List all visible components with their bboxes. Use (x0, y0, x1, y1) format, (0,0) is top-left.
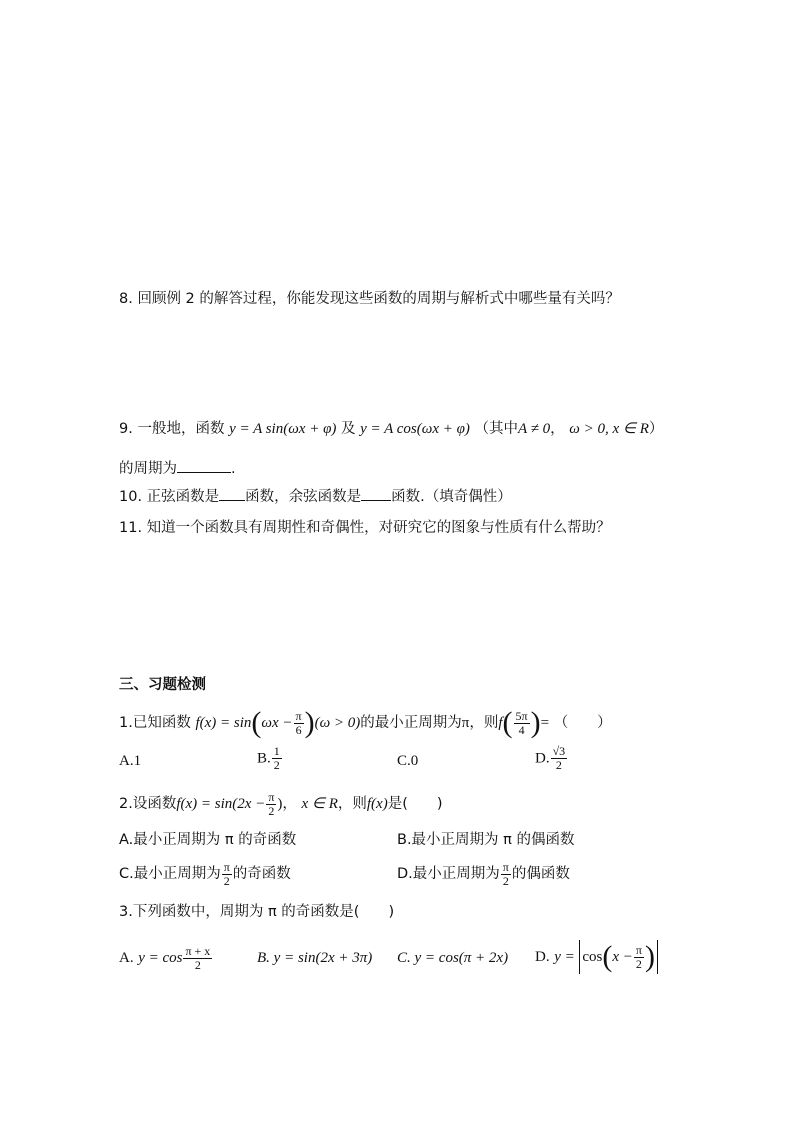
fraction-denominator: 2 (502, 873, 509, 888)
option-text: 的偶函数 (511, 866, 570, 882)
cos-text: cos (582, 949, 603, 965)
equals-sign: = (540, 715, 550, 731)
function-fx: f(x) (366, 796, 388, 812)
option-b[interactable] (257, 745, 283, 772)
fraction-pi-2 (266, 791, 276, 818)
fraction-denominator: 2 (194, 957, 201, 972)
option-formula: C. y = cos(π + 2x) (397, 950, 509, 966)
problem-3 (119, 902, 394, 922)
option-a[interactable] (119, 751, 141, 771)
question-text: 回顾例 2 的解答过程，你能发现这些函数的周期与解析式中哪些量有关吗？ (137, 291, 620, 307)
option-b[interactable] (397, 830, 575, 850)
option-formula: B. y = sin(2x + 3π) (257, 950, 373, 966)
option-label: A. (119, 950, 134, 966)
formula-sine: y = A sin(ωx + φ) (229, 421, 337, 437)
connector-text: 及 (341, 421, 356, 437)
fraction-denominator: 2 (273, 758, 280, 772)
option-label: D. (535, 949, 550, 965)
option-text: C.0 (397, 753, 419, 769)
function-call: f (498, 715, 503, 731)
question-number: 9. (119, 421, 133, 437)
period-mark: . (231, 461, 236, 477)
function-f: f(x) = sin (195, 715, 252, 731)
big-paren-open: ( (602, 940, 613, 973)
fraction-pi-2 (501, 861, 511, 888)
close-paren: ) (277, 796, 283, 812)
option-b[interactable] (257, 948, 372, 968)
fraction-5pi-4 (514, 710, 530, 737)
answer-paren[interactable]: （ ） (553, 715, 612, 731)
option-text: C.最小正周期为 (119, 866, 221, 882)
condition-comma: ， (550, 421, 565, 437)
omega-condition: (ω > 0) (314, 715, 361, 731)
fraction-denominator: 4 (518, 722, 525, 737)
fraction-pi-plus-x-2 (183, 945, 212, 972)
problem-stem: 3.下列函数中，周期为 π 的奇函数是( ) (119, 904, 395, 920)
question-number: 11. (119, 520, 143, 536)
option-d[interactable] (397, 859, 570, 889)
big-paren-open: ( (502, 706, 513, 739)
question-text: 一般地，函数 (137, 421, 225, 437)
fraction-numerator: π (223, 859, 230, 874)
question-11 (119, 518, 611, 538)
condition-open: （其中 (474, 421, 519, 437)
option-formula: y = (554, 949, 575, 965)
option-d[interactable] (535, 745, 568, 772)
fraction-1-2 (272, 745, 282, 772)
fraction-numerator: π (295, 708, 302, 723)
option-text: D.最小正周期为 (397, 866, 500, 882)
inner-expression: ωx − (261, 715, 293, 731)
question-text: 知道一个函数具有周期性和奇偶性，对研究它的图象与性质有什么帮助？ (146, 520, 611, 536)
question-text: 函数.（填奇偶性） (391, 489, 512, 505)
fraction-numerator: π + x (185, 943, 211, 958)
fraction-pi-2 (222, 861, 232, 888)
big-paren-close: ) (530, 706, 541, 739)
option-label: B. (257, 750, 271, 767)
inner-expression: x − (612, 949, 633, 965)
pi-symbol: π (461, 715, 470, 731)
big-paren-close: ) (644, 940, 655, 973)
option-formula: y = cos (138, 950, 183, 966)
option-c[interactable] (397, 751, 418, 771)
answer-blank-cosine[interactable] (361, 486, 391, 501)
fraction-numerator: 1 (273, 744, 280, 758)
fraction-denominator: 2 (223, 873, 230, 888)
question-number: 10. (119, 489, 143, 505)
question-text: 函数，余弦函数是 (245, 489, 362, 505)
fraction-numerator: √3 (552, 744, 566, 758)
question-number: 8. (119, 291, 133, 307)
option-d[interactable] (535, 940, 658, 974)
question-text: 正弦函数是 (146, 489, 220, 505)
option-text: A.1 (119, 753, 142, 769)
option-a[interactable] (119, 943, 213, 973)
fraction-pi-6 (294, 710, 304, 737)
problem-2 (119, 790, 443, 818)
question-text: 的周期为 (119, 461, 177, 477)
big-paren-open: ( (251, 706, 262, 739)
fraction-denominator: 2 (635, 956, 642, 971)
problem-stem: 1.已知函数 (119, 715, 191, 731)
function-f: f(x) = sin(2x − (176, 796, 266, 812)
fraction-denominator: 2 (268, 803, 275, 818)
option-a[interactable] (119, 830, 296, 850)
section-title: 三、习题检测 (119, 677, 206, 693)
fraction-denominator: 6 (295, 722, 302, 737)
problem-stem: 是( ) (387, 796, 443, 812)
question-8 (119, 289, 620, 309)
question-9-line2 (119, 458, 236, 479)
condition-omega-x: ω > 0, x ∈ R (569, 421, 649, 437)
option-text: B.最小正周期为 π 的偶函数 (397, 832, 575, 848)
option-text: A.最小正周期为 π 的奇函数 (119, 832, 297, 848)
question-9 (119, 419, 663, 439)
condition-close: ） (648, 421, 664, 437)
fraction-numerator: 5π (515, 708, 528, 723)
big-paren-close: ) (304, 706, 315, 739)
condition-a: A ≠ 0 (518, 421, 551, 437)
separator: ， (282, 796, 297, 812)
fraction-sqrt3-2 (551, 745, 568, 772)
question-10 (119, 486, 512, 507)
problem-stem: ，则 (337, 796, 367, 812)
fraction-pi-2 (634, 944, 644, 971)
problem-stem: ，则 (469, 715, 499, 731)
domain-condition: x ∈ R (301, 796, 338, 812)
problem-stem: 的最小正周期为 (360, 715, 462, 731)
option-label: D. (535, 750, 550, 767)
fraction-numerator: π (268, 789, 275, 804)
fraction-numerator: π (502, 859, 509, 874)
option-c[interactable] (119, 859, 291, 889)
formula-cosine: y = A cos(ωx + φ) (360, 421, 470, 437)
option-text: 的奇函数 (232, 866, 291, 882)
fraction-denominator: 2 (555, 758, 562, 772)
problem-stem: 2.设函数 (119, 796, 177, 812)
option-c[interactable] (397, 948, 508, 968)
fraction-numerator: π (635, 942, 642, 957)
problem-1 (119, 708, 612, 738)
answer-blank-sine[interactable] (219, 486, 245, 501)
absolute-value (579, 940, 658, 974)
answer-blank[interactable] (177, 458, 231, 473)
